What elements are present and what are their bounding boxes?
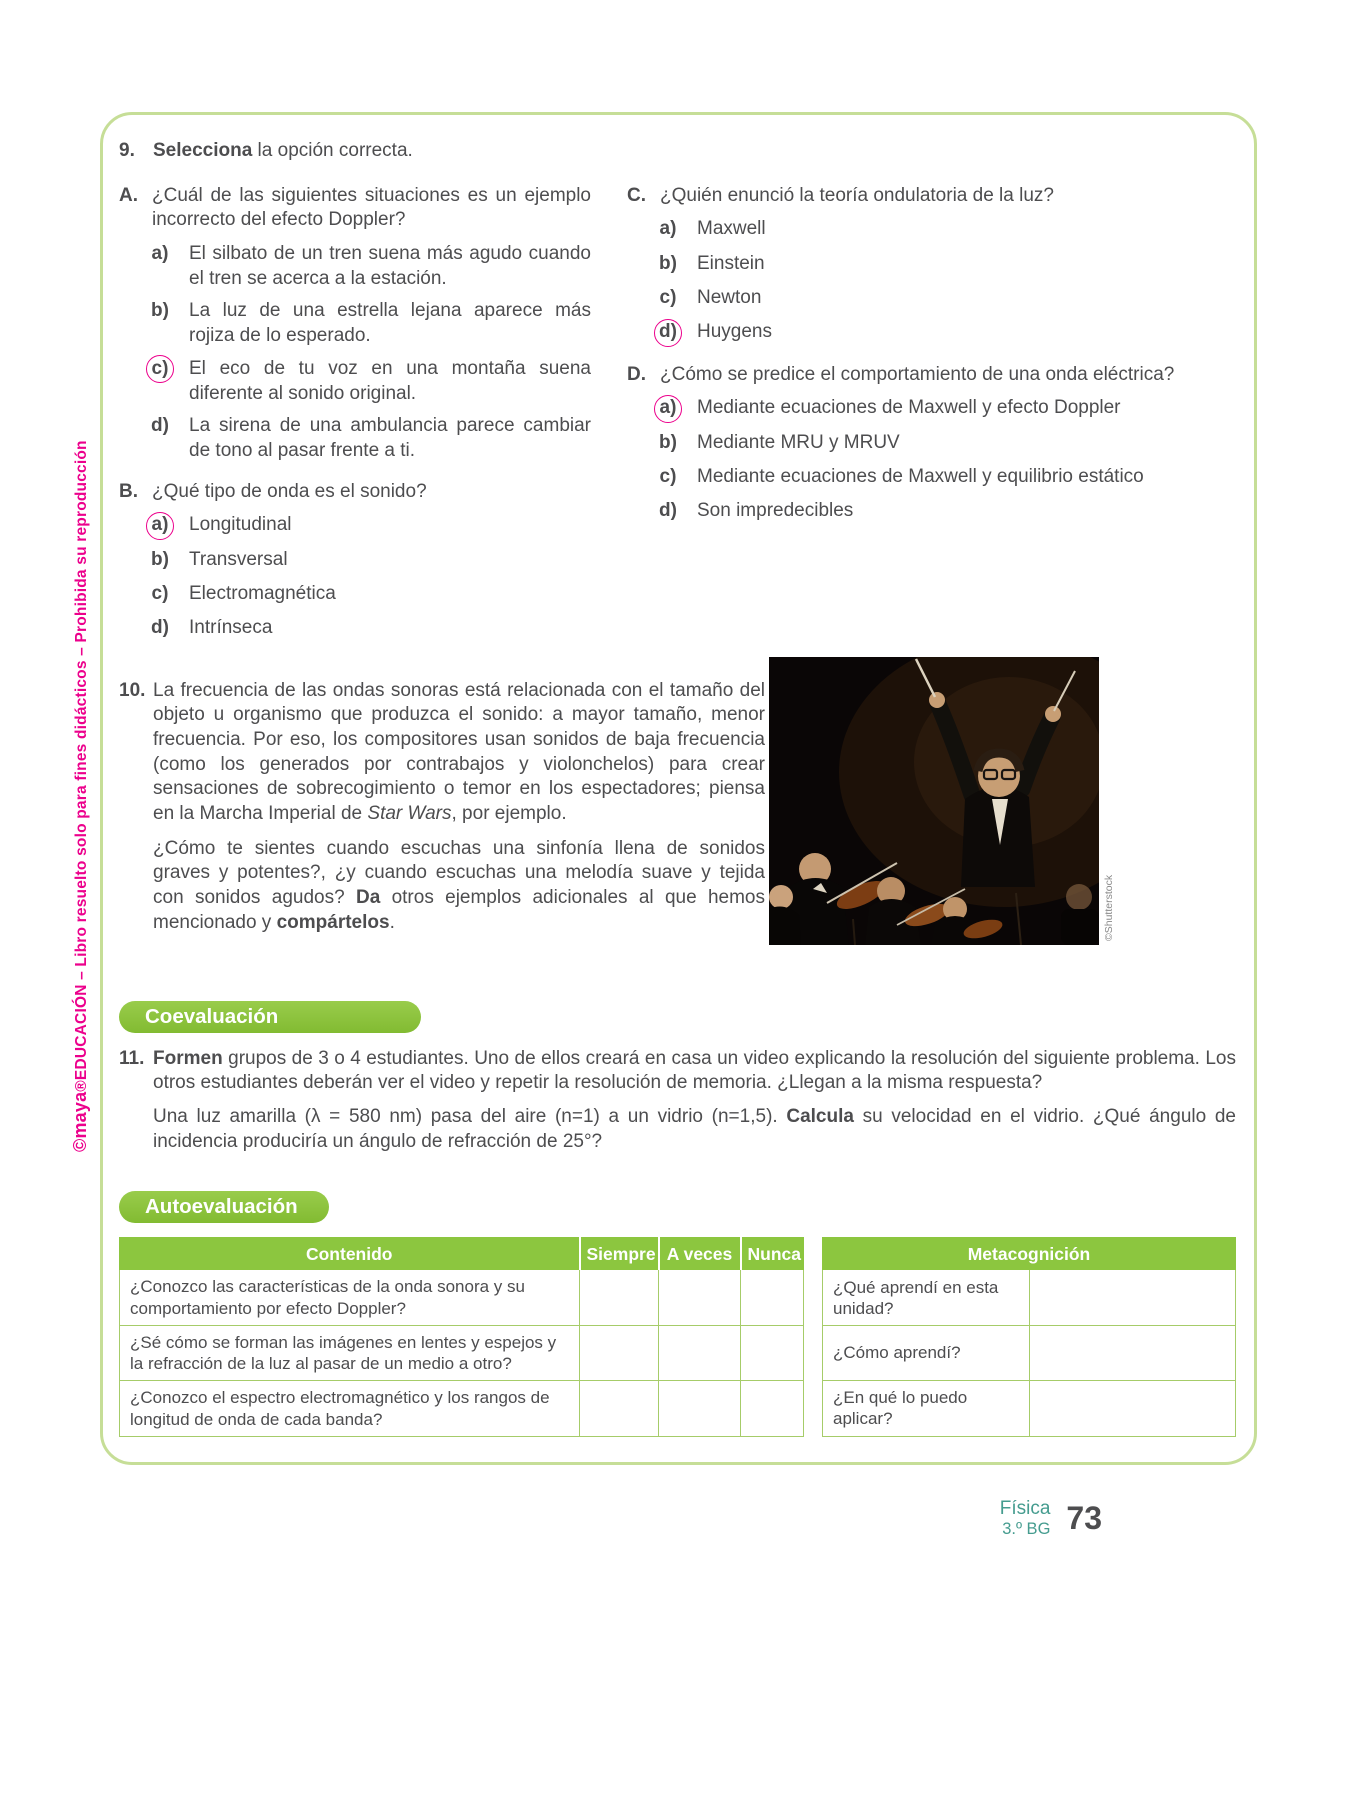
option-row (152, 242, 591, 291)
question-label: B. (119, 480, 138, 502)
option-letter-circled: a) (654, 395, 682, 423)
option-row (152, 616, 591, 642)
question-number: 10. (119, 679, 146, 701)
question-text: ¿Qué tipo de onda es el sonido? (152, 480, 427, 502)
option-row (152, 548, 591, 574)
table-header-row (120, 1238, 804, 1270)
column-header-metacognicion: Metacognición (823, 1238, 1236, 1270)
option-letter: d) (151, 617, 169, 639)
checkbox-cell[interactable] (741, 1325, 804, 1381)
option-text: La sirena de una ambulancia parece cambiar de tono al pasar frente a ti. (189, 415, 591, 461)
option-letter: b) (151, 548, 169, 570)
question-block-c (627, 184, 1236, 347)
mcq-columns (119, 184, 1236, 659)
option-letter-circled: d) (654, 319, 682, 347)
question-11 (119, 1047, 1236, 1164)
metacognition-table (822, 1237, 1236, 1437)
orchestra-photo (769, 657, 1099, 945)
table-row (823, 1380, 1236, 1436)
option-text: Transversal (189, 548, 288, 570)
checkbox-cell[interactable] (580, 1325, 659, 1381)
question-number: 9. (119, 140, 135, 161)
option-text: Longitudinal (189, 514, 292, 536)
option-letter: b) (659, 431, 677, 453)
option-row (660, 320, 1236, 346)
option-row (660, 286, 1236, 312)
meta-question: ¿Cómo aprendí? (823, 1326, 1030, 1380)
option-row (660, 396, 1236, 422)
copyright-sidebar (70, 392, 91, 1152)
column-right (591, 184, 1236, 659)
option-row (660, 465, 1236, 491)
question-9-heading (119, 139, 1236, 164)
option-text: Newton (697, 287, 762, 309)
content-question: ¿Conozco el espectro electromagnético y los rangos de longitud de onda de cada banda? (120, 1381, 580, 1437)
evaluation-tables (119, 1237, 1236, 1437)
autoevaluacion-header: Autoevaluación (119, 1191, 329, 1223)
column-header-siempre: Siempre (580, 1238, 659, 1270)
photo-credit: ©Shutterstock (1103, 874, 1115, 941)
page-footer (1000, 1498, 1102, 1539)
question-10 (119, 679, 1236, 979)
checkbox-cell[interactable] (659, 1325, 741, 1381)
option-text: Mediante ecuaciones de Maxwell y efecto Doppler (697, 397, 1121, 419)
question-9-title: Selecciona la opción correcta. (153, 140, 413, 161)
option-letter: d) (659, 500, 677, 522)
self-evaluation-table (119, 1237, 804, 1437)
column-left (119, 184, 591, 659)
option-letter-circled: c) (146, 355, 174, 383)
paragraph: La frecuencia de las ondas sonoras está relacionada con el tamaño del objeto u organismo que produzca el sonido: a mayor tamaño, menor frecuencia. Por eso, los compositores usan sonidos de baja frecuencia (como los generados por contrabajos y violonchelos) para crear sensaciones de sobrecogimiento o temor en los espectadores; piensa en la Marcha Imperial de Star Wars, por ejemplo. (153, 679, 765, 825)
paragraph: ¿Cómo te sientes cuando escuchas una sinfonía llena de sonidos graves y potentes?, ¿y cuando escuchas una melodía suave y tejida con sonidos agudos? Da otros ejemplos adicionales al que hemos mencionado y compártelos. (153, 837, 765, 933)
question-text: ¿Cómo se predice el comportamiento de una onda eléctrica? (660, 363, 1175, 385)
option-letter-circled: a) (146, 512, 174, 540)
question-label: A. (119, 184, 138, 206)
option-row (152, 513, 591, 539)
orchestra-illustration (769, 657, 1099, 945)
option-letter: b) (151, 300, 169, 322)
option-row (660, 431, 1236, 457)
footer-subject-block (1000, 1498, 1051, 1539)
table-row (120, 1381, 804, 1437)
coevaluacion-header: Coevaluación (119, 1001, 421, 1033)
question-block-a (119, 184, 591, 464)
option-text: La luz de una estrella lejana aparece más rojiza de lo esperado. (189, 300, 591, 347)
options-list (152, 513, 591, 642)
paragraph: Formen grupos de 3 o 4 estudiantes. Uno de ellos creará en casa un video explicando la resolución del siguiente problema. Los otros estudiantes deberán ver el video y repetir la resolución de memoria. ¿Llegan a la misma respuesta? (153, 1047, 1236, 1094)
option-letter: a) (151, 243, 169, 265)
question-block-d (627, 363, 1236, 526)
footer-grade: 3.º BG (1002, 1519, 1051, 1538)
table-row (823, 1326, 1236, 1380)
copyright-text: ®EDUCACIÓN – Libro resuelto solo para fines didácticos – Prohibida su reproducción (73, 440, 90, 1092)
checkbox-cell[interactable] (1029, 1326, 1236, 1380)
option-letter: d) (151, 415, 169, 437)
checkbox-cell[interactable] (659, 1381, 741, 1437)
meta-question: ¿Qué aprendí en esta unidad? (823, 1270, 1030, 1326)
option-text: Mediante ecuaciones de Maxwell y equilibrio estático (697, 466, 1144, 488)
meta-question: ¿En qué lo puedo aplicar? (823, 1380, 1030, 1436)
options-list (660, 217, 1236, 346)
option-text: El silbato de un tren suena más agudo cuando el tren se acerca a la estación. (189, 243, 591, 289)
option-text: Maxwell (697, 218, 766, 240)
option-text: Electromagnética (189, 582, 336, 604)
option-row (660, 217, 1236, 243)
publisher-logo: ©maya (70, 1091, 90, 1152)
checkbox-cell[interactable] (580, 1381, 659, 1437)
question-10-text (153, 679, 765, 979)
option-text: Mediante MRU y MRUV (697, 431, 900, 453)
option-text: Son impredecibles (697, 500, 854, 522)
checkbox-cell[interactable] (741, 1381, 804, 1437)
option-letter: c) (151, 582, 169, 604)
content-question: ¿Conozco las características de la onda sonora y su comportamiento por efecto Doppler? (120, 1270, 580, 1326)
question-11-text (153, 1047, 1236, 1164)
column-header-nunca: Nunca (741, 1238, 804, 1270)
option-row (152, 357, 591, 406)
question-label: C. (627, 184, 646, 206)
footer-subject: Física (999, 1498, 1051, 1519)
checkbox-cell[interactable] (741, 1270, 804, 1326)
content-question: ¿Sé cómo se forman las imágenes en lentes y espejos y la refracción de la luz al pasar de un medio a otro? (120, 1325, 580, 1381)
option-text: Einstein (697, 252, 765, 274)
table-row (823, 1270, 1236, 1326)
option-row (152, 299, 591, 348)
paragraph: Una luz amarilla (λ = 580 nm) pasa del aire (n=1) a un vidrio (n=1,5). Calcula su velocidad en el vidrio. ¿Qué ángulo de incidencia produciría un ángulo de refracción de 25°? (153, 1106, 1236, 1152)
option-letter: a) (659, 218, 677, 240)
checkbox-cell[interactable] (580, 1270, 659, 1326)
content-box (100, 112, 1257, 1465)
table-header-row (823, 1238, 1236, 1270)
option-row (152, 582, 591, 608)
option-row (152, 414, 591, 463)
option-text: Huygens (697, 321, 772, 343)
table-row (120, 1270, 804, 1326)
option-row (660, 499, 1236, 525)
option-text: Intrínseca (189, 617, 273, 639)
table-row (120, 1325, 804, 1381)
option-row (660, 252, 1236, 278)
checkbox-cell[interactable] (659, 1270, 741, 1326)
question-number: 11. (119, 1047, 145, 1069)
option-letter: c) (659, 466, 677, 488)
checkbox-cell[interactable] (1029, 1270, 1236, 1326)
checkbox-cell[interactable] (1029, 1380, 1236, 1436)
option-letter: c) (659, 287, 677, 309)
option-text: El eco de tu voz en una montaña suena diferente al sonido original. (189, 357, 591, 404)
option-letter: b) (659, 252, 677, 274)
column-header-aveces: A veces (659, 1238, 741, 1270)
page-number: 73 (1066, 1499, 1102, 1536)
column-header-contenido: Contenido (120, 1238, 580, 1270)
question-block-b (119, 480, 591, 643)
question-text: ¿Quién enunció la teoría ondulatoria de la luz? (660, 184, 1054, 206)
question-label: D. (627, 363, 646, 385)
options-list (152, 242, 591, 464)
question-text: ¿Cuál de las siguientes situaciones es un ejemplo incorrecto del efecto Doppler? (152, 184, 591, 231)
options-list (660, 396, 1236, 525)
